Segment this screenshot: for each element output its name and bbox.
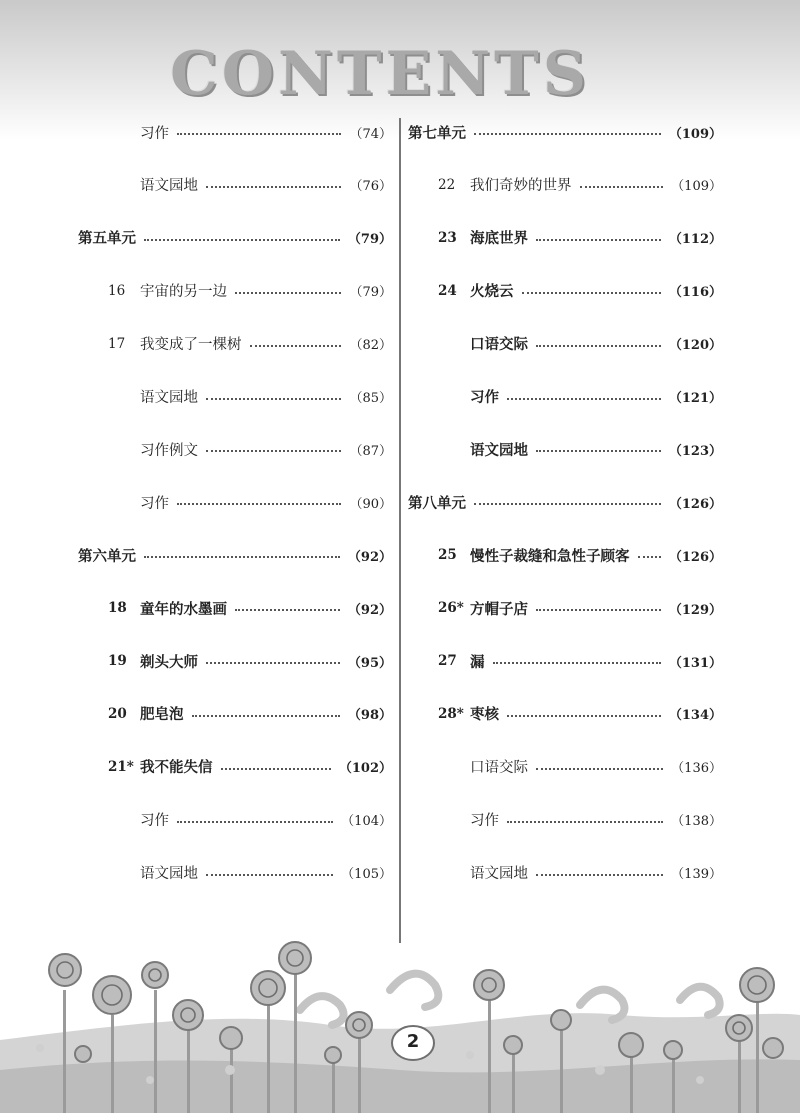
lesson-number: 24 <box>438 282 457 299</box>
entry-title: 语文园地 <box>140 390 198 406</box>
entry-title: 第八单元 <box>408 494 466 512</box>
dot-leader <box>206 186 341 188</box>
entry-title: 口语交际 <box>470 760 528 777</box>
dot-leader <box>177 133 341 135</box>
dot-leader <box>221 768 331 770</box>
toc-entry <box>408 226 722 250</box>
toc-entry <box>78 173 392 197</box>
toc-entry <box>408 332 722 356</box>
entry-page-number: （85） <box>349 391 392 406</box>
entry-page-number: （95） <box>347 655 392 671</box>
toc-entry <box>78 596 392 620</box>
entry-title: 剃头大师 <box>140 653 198 671</box>
entry-title: 第七单元 <box>408 124 466 142</box>
entry-page-number: （82） <box>349 338 392 354</box>
entry-page-number: （126） <box>668 549 722 565</box>
entry-page-number: （98） <box>347 708 392 724</box>
entry-page-number: （116） <box>668 285 722 301</box>
dot-leader <box>206 398 341 400</box>
entry-title: 口语交际 <box>470 336 528 354</box>
dot-leader <box>250 345 342 347</box>
entry-page-number: （109） <box>668 126 722 142</box>
entry-page-number: （123） <box>668 443 722 459</box>
dot-leader <box>144 239 340 241</box>
lesson-number: 17 <box>108 335 126 352</box>
decorative-lollipop-trees <box>0 930 800 1113</box>
dot-leader <box>522 292 661 294</box>
toc-entry <box>78 649 392 673</box>
toc-entry <box>78 279 392 303</box>
entry-page-number: （131） <box>668 655 722 671</box>
entry-page-number: （134） <box>668 708 722 724</box>
toc-entry <box>408 808 722 832</box>
entry-page-number: （105） <box>341 867 392 883</box>
lesson-number: 23 <box>438 229 457 246</box>
entry-title: 肥皂泡 <box>140 706 184 724</box>
entry-title: 慢性子裁缝和急性子顾客 <box>470 547 630 565</box>
toc-entry <box>408 861 722 885</box>
dot-leader <box>638 556 661 558</box>
dot-leader <box>177 503 341 505</box>
toc-entry <box>78 755 392 779</box>
entry-page-number: （92） <box>347 602 392 618</box>
dot-leader <box>507 398 661 400</box>
entry-page-number: （112） <box>668 232 722 248</box>
entry-page-number: （79） <box>347 232 392 248</box>
lesson-number: 20 <box>108 705 127 722</box>
entry-title: 习作 <box>140 125 169 142</box>
entry-title: 语文园地 <box>470 866 528 883</box>
toc-entry <box>78 543 392 567</box>
entry-title: 我们奇妙的世界 <box>470 178 572 195</box>
entry-page-number: （90） <box>349 496 392 512</box>
column-divider <box>399 118 401 943</box>
dot-leader <box>580 186 664 188</box>
toc-entry <box>78 332 392 356</box>
entry-title: 习作 <box>140 495 169 512</box>
contents-heading: CONTENTS <box>169 39 591 109</box>
entry-title: 语文园地 <box>470 441 528 459</box>
entry-page-number: （76） <box>349 179 392 195</box>
dot-leader <box>206 874 333 876</box>
dot-leader <box>493 662 661 664</box>
dot-leader <box>192 715 340 717</box>
toc-entry <box>78 861 392 885</box>
toc-entry <box>78 490 392 514</box>
dot-leader <box>536 609 661 611</box>
entry-title: 漏 <box>470 653 485 671</box>
toc-entry <box>408 120 722 144</box>
dot-leader <box>206 450 341 452</box>
toc-entry <box>408 490 722 514</box>
entry-title: 火烧云 <box>470 283 514 301</box>
entry-title: 语文园地 <box>140 178 198 195</box>
lesson-number: 28* <box>438 705 464 722</box>
entry-page-number: （87） <box>349 443 392 459</box>
dot-leader <box>235 292 341 294</box>
toc-entry <box>408 385 722 409</box>
entry-page-number: （138） <box>671 814 722 830</box>
entry-page-number: （104） <box>341 814 392 830</box>
entry-page-number: （74） <box>349 126 392 142</box>
entry-title: 我变成了一棵树 <box>140 337 242 354</box>
entry-title: 枣核 <box>470 706 499 724</box>
dot-leader <box>536 874 663 876</box>
entry-title: 习作例文 <box>140 442 198 459</box>
entry-title: 童年的水墨画 <box>140 600 227 618</box>
toc-entry <box>78 808 392 832</box>
entry-page-number: （79） <box>349 285 392 301</box>
lesson-number: 16 <box>108 282 126 299</box>
toc-entry <box>408 543 722 567</box>
entry-title: 第五单元 <box>78 230 136 248</box>
toc-entry <box>408 437 722 461</box>
dot-leader <box>507 715 661 717</box>
dot-leader <box>206 662 340 664</box>
entry-title: 宇宙的另一边 <box>140 284 227 301</box>
entry-title: 海底世界 <box>470 230 528 248</box>
entry-page-number: （139） <box>671 867 722 883</box>
toc-entry <box>408 755 722 779</box>
entry-title: 方帽子店 <box>470 600 528 618</box>
entry-page-number: （109） <box>671 179 722 195</box>
entry-page-number: （120） <box>668 338 722 354</box>
dot-leader <box>144 556 340 558</box>
lesson-number: 25 <box>438 547 457 564</box>
toc-entry <box>78 385 392 409</box>
dot-leader <box>536 345 661 347</box>
entry-page-number: （136） <box>671 761 722 777</box>
toc-entry <box>78 702 392 726</box>
toc-entry <box>408 596 722 620</box>
lesson-number: 18 <box>108 600 127 617</box>
entry-title: 习作 <box>140 813 169 830</box>
toc-entry <box>78 120 392 144</box>
toc-entry <box>408 173 722 197</box>
lesson-number: 21* <box>108 758 134 775</box>
dot-leader <box>474 503 661 505</box>
toc-entry <box>408 702 722 726</box>
dot-leader <box>474 133 661 135</box>
toc-entry <box>78 226 392 250</box>
toc-entry <box>78 437 392 461</box>
entry-page-number: （92） <box>347 549 392 565</box>
entry-title: 第六单元 <box>78 547 136 565</box>
lesson-number: 26* <box>438 600 464 617</box>
entry-title: 我不能失信 <box>140 759 213 777</box>
entry-page-number: （126） <box>668 496 722 512</box>
entry-page-number: （102） <box>338 761 392 777</box>
entry-title: 习作 <box>470 813 499 830</box>
dot-leader <box>235 609 340 611</box>
lesson-number: 19 <box>108 653 127 669</box>
entry-title: 习作 <box>470 389 499 406</box>
toc-entry <box>408 279 722 303</box>
entry-page-number: （121） <box>668 391 722 406</box>
dot-leader <box>177 821 333 823</box>
dot-leader <box>536 450 661 452</box>
dot-leader <box>536 768 663 770</box>
entry-page-number: （129） <box>668 602 722 618</box>
lesson-number: 22 <box>438 176 456 193</box>
entry-title: 语文园地 <box>140 866 198 883</box>
lesson-number: 27 <box>438 653 457 669</box>
dot-leader <box>507 821 663 823</box>
dot-leader <box>536 239 661 241</box>
toc-entry <box>408 649 722 673</box>
page-number: 2 <box>406 1031 420 1052</box>
